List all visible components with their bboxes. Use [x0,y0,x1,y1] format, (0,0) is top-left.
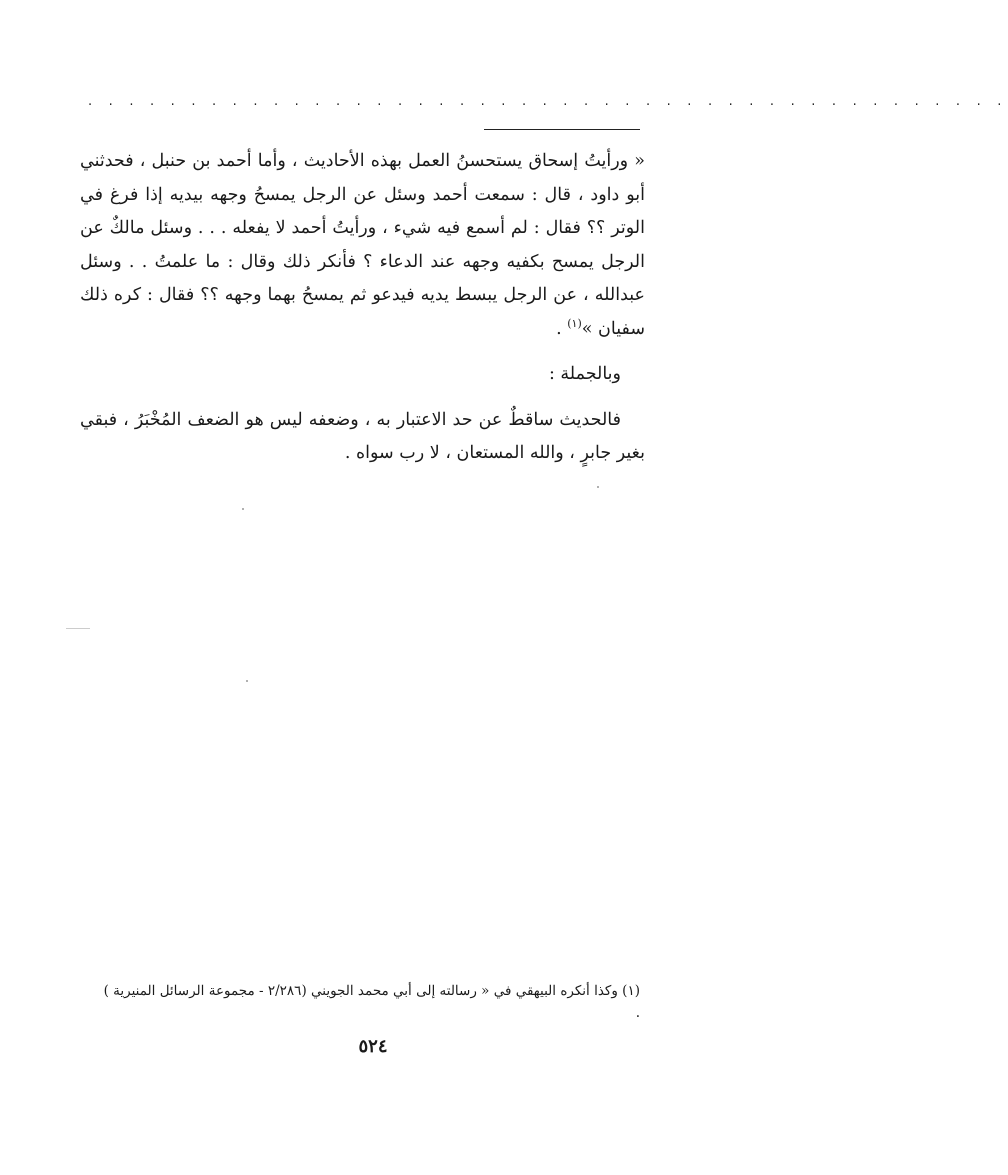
footnote-reference: (١) [567,316,582,330]
scan-speck [242,508,244,510]
quote-end-punctuation: . [556,318,568,339]
main-text [80,145,645,471]
paragraph-conclusion: فالحديث ساقطٌ عن حد الاعتبار به ، وضعفه ليس هو الضعف المُخْبَرُ ، فبقي بغير جابرٍ ، والله المستعان ، لا رب سواه . [80,409,645,463]
scan-speck [246,680,248,682]
paragraph-quote [80,145,645,346]
quote-text: « ورأيتُ إسحاق يستحسنُ العمل بهذه الأحاديث ، وأما أحمد بن حنبل ، فحدثني أبو داود ، قال : سمعت أحمد وسئل عن الرجل يمسحُ وجهه بيديه إذا فرغ في الوتر ؟؟ فقال : لم أسمع فيه شيء ، ورأيتُ أحمد لا يفعله . . . وسئل مالكٌ عن الرجل يمسح بكفيه وجهه عند الدعاء ؟ فأنكر ذلك وقال : ما علمتُ . . وسئل عبدالله ، عن الرجل يبسط يديه فيدعو ثم يمسحُ بهما وجهه ؟؟ فقال : كره ذلك سفيان » [80,151,645,339]
footnote: (١) وكذا أنكره البيهقي في « رسالته إلى أبي محمد الجويني (٢/٢٨٦ - مجموعة الرسائل المنيرية ) . [103,983,640,1021]
header-dotted-line: . . . . . . . . . . . . . . . . . . . . . . . . . . . . . . . . . . . . . . . . . . . . . [88,94,1008,109]
scan-mark [66,628,90,629]
paragraph-summary-heading: وبالجملة : [548,364,621,384]
header-rule [484,129,640,130]
page-number: ٥٢٤ [358,1036,388,1057]
scan-speck [597,486,599,488]
